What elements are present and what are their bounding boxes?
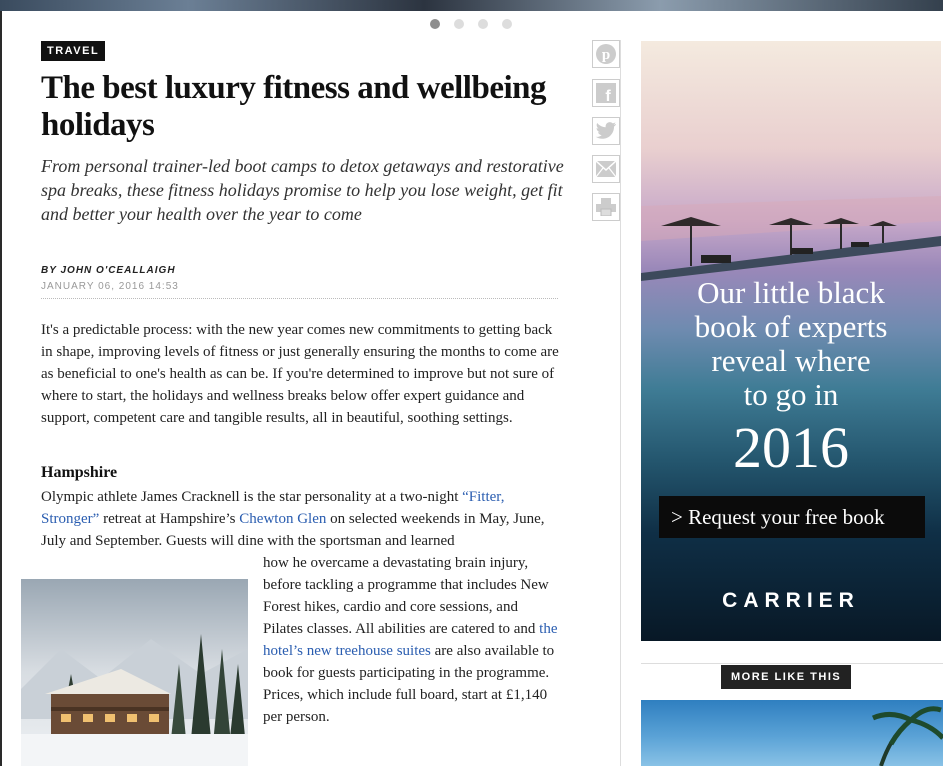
print-icon <box>596 198 616 216</box>
pinterest-share-button[interactable] <box>592 40 620 68</box>
paragraph-text: are also available to book for guests participating in the programme. Prices, which include full board, start at £1,140 per person. <box>263 643 555 725</box>
article-paragraph <box>41 486 561 552</box>
article-standfirst: From personal trainer-led boot camps to detox getaways and restorative spa breaks, these fitness holidays promise to help you lose weight, get fit and better your health over the year to come <box>41 156 564 224</box>
print-button[interactable] <box>592 193 620 221</box>
carrier-advertisement[interactable] <box>641 41 941 641</box>
request-free-book-button[interactable]: > Request your free book <box>659 496 925 538</box>
ad-headline <box>641 276 941 412</box>
palm-scene-art <box>641 700 943 766</box>
article-byline[interactable]: BY JOHN O'CEALLAIGH <box>41 265 176 276</box>
carousel-dot-1[interactable] <box>430 19 440 29</box>
ad-headline-line: Our little black <box>697 275 885 310</box>
email-icon <box>596 161 616 177</box>
carousel-dot-3[interactable] <box>478 19 488 29</box>
byline-divider <box>41 298 558 299</box>
sidebar-divider <box>641 663 943 664</box>
ad-headline-line: to go in <box>743 377 839 412</box>
facebook-share-button[interactable] <box>592 79 620 107</box>
paragraph-text: on selected weekends in May, June, July and September. Guests will dine with the sportsman and learned <box>41 511 545 549</box>
carousel-dot-2[interactable] <box>454 19 464 29</box>
related-article-thumbnail[interactable] <box>641 700 943 766</box>
article-subhead: Hampshire <box>41 464 118 481</box>
twitter-share-button[interactable] <box>592 117 620 145</box>
ad-headline-line: reveal where <box>711 343 871 378</box>
top-hero-image-strip <box>0 0 943 11</box>
article-title: The best luxury fitness and wellbeing holidays <box>41 70 546 143</box>
article-intro: It's a predictable process: with the new year comes new commitments to getting back in shape, improving levels of fitness or just generally ensuring the months to come are as beneficial to one's health as can be. If you're determined to improve but not sure of where to start, the holidays and wellness breaks below offer expert guidance and support, competent care and tangible results, all in beautiful, soothing settings. <box>41 322 559 426</box>
section-badge[interactable]: TRAVEL <box>41 41 105 61</box>
paragraph-text: retreat at Hampshire’s <box>99 511 240 527</box>
email-share-button[interactable] <box>592 155 620 183</box>
svg-text:p: p <box>601 47 611 63</box>
column-divider <box>620 40 621 766</box>
chalet-photo <box>21 579 248 766</box>
pinterest-icon <box>595 43 617 65</box>
facebook-icon <box>596 83 616 103</box>
paragraph-text: Olympic athlete James Cracknell is the star personality at a two-night <box>41 489 463 505</box>
fitter-stronger-link[interactable]: “Fitter, Stronger” <box>41 489 505 527</box>
twitter-icon <box>595 121 617 141</box>
ad-year: 2016 <box>733 415 849 480</box>
carrier-logo: CARRIER <box>722 589 860 612</box>
paragraph-text: how he overcame a devastating brain injury, before tackling a programme that includes New Forest hikes, cardio and core sessions, and Pilates classes. All abilities are catered to and <box>263 555 549 637</box>
chewton-glen-link[interactable]: Chewton Glen <box>239 511 327 527</box>
carousel-dot-4[interactable] <box>502 19 512 29</box>
article-paragraph-continued <box>263 552 558 728</box>
page-frame-edge <box>0 11 2 766</box>
chalet-photo-art <box>21 579 248 766</box>
svg-text:f: f <box>605 88 611 103</box>
carousel-dots <box>430 19 512 29</box>
more-like-this-label: MORE LIKE THIS <box>721 665 851 689</box>
ad-headline-line: book of experts <box>694 309 888 344</box>
article-date: JANUARY 06, 2016 14:53 <box>41 281 179 292</box>
treehouse-suites-link[interactable]: the hotel’s new treehouse suites <box>263 621 558 659</box>
